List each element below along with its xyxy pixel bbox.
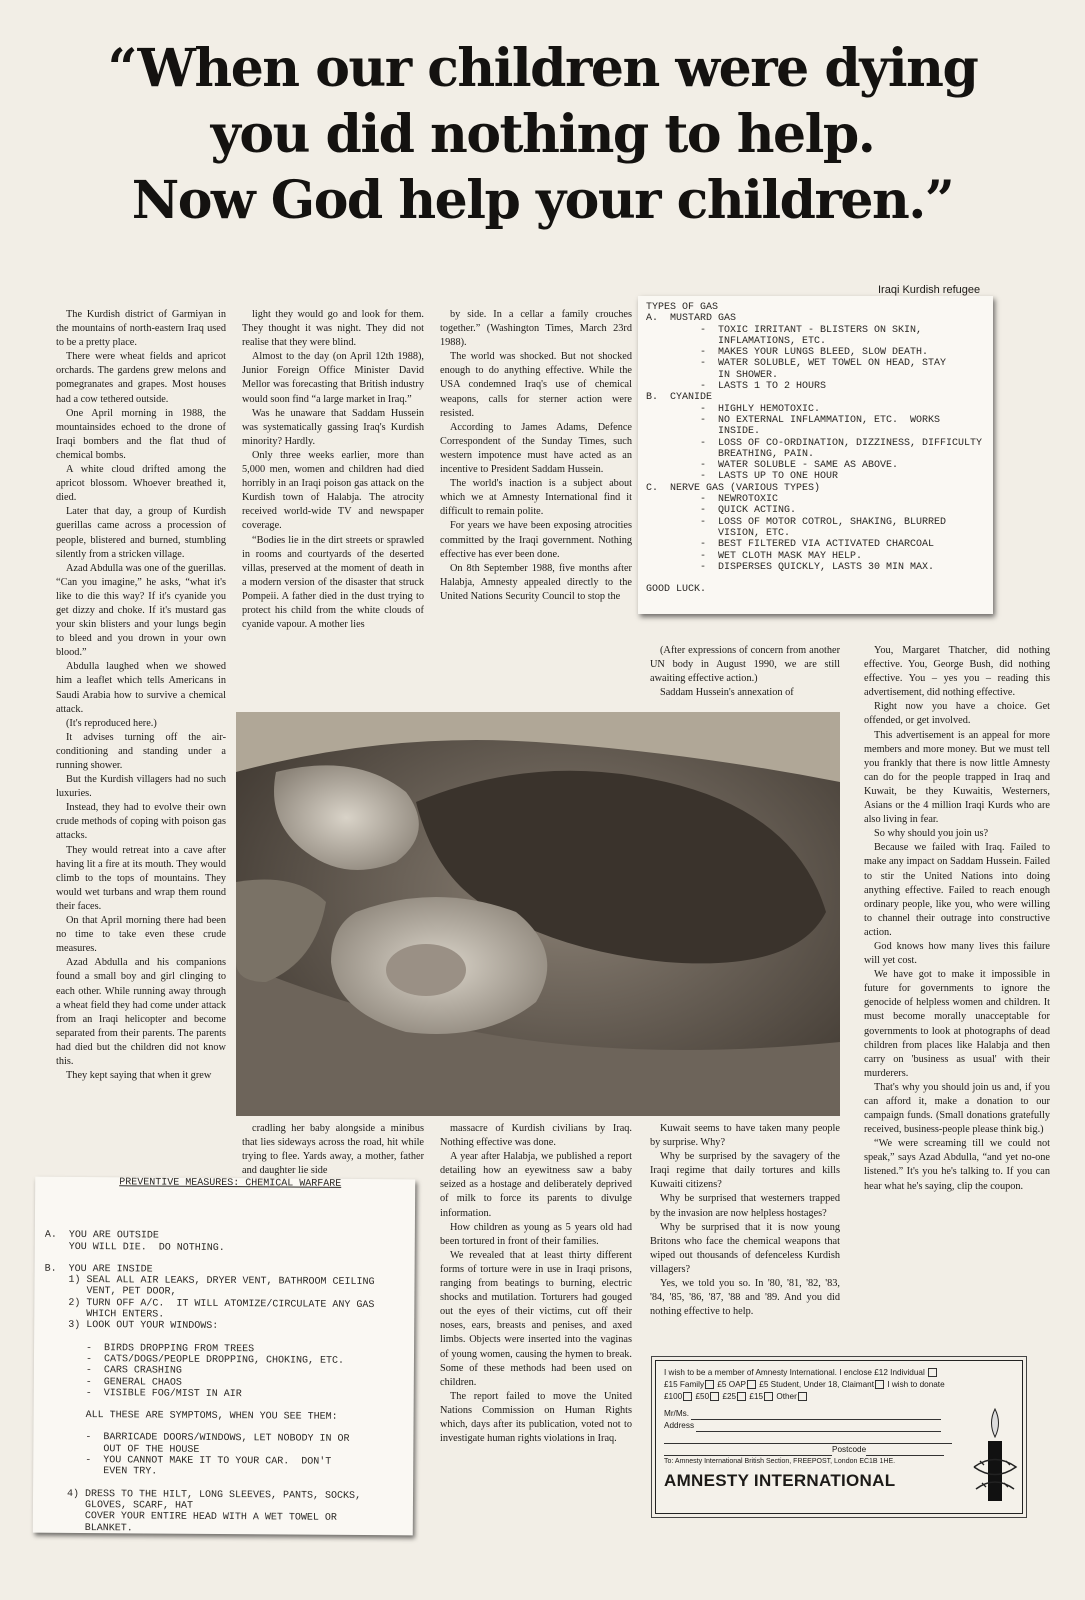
- preventive-measures-title: PREVENTIVE MEASURES: CHEMICAL WARFARE: [119, 1177, 342, 1190]
- paragraph: God knows how many lives this failure will yet cost.: [864, 940, 1050, 967]
- paragraph: “We were screaming till we could not speak,” says Azad Abdulla, “and yet no-one listened.” It's you he's talking to. If you can hear what he's saying, clip the coupon.: [864, 1138, 1050, 1192]
- leaflet-line: YOU WILL DIE. DO NOTHING.: [44, 1241, 225, 1254]
- leaflet-line: WHICH ENTERS.: [44, 1308, 165, 1321]
- paragraph: A white cloud drifted among the apricot blossom. Whoever breathed it, died.: [56, 464, 226, 504]
- paragraph: Right now you have a choice. Get offended, or get involved.: [864, 701, 1050, 727]
- paragraph: They would retreat into a cave after having lit a fire at its mouth. They would climb to the tops of mountains. They would wet turbans and wrap them round their faces.: [56, 844, 226, 912]
- leaflet-line: - NO EXTERNAL INFLAMMATION, ETC. WORKS: [646, 414, 941, 426]
- paragraph: Because we failed with Iraq. Failed to make any impact on Saddam Hussein. Failed to stir the United Nations into doing anything effective. Failed to reach enough ordinary people, like you, who were willing to channel their outrage into constructive action.: [864, 842, 1050, 938]
- paragraph: Later that day, a group of Kurdish guerillas came across a procession of people, blistered and burned, stumbling silently from a stricken village.: [56, 506, 226, 560]
- paragraph: On that April morning there had been no time to take even these crude measures.: [56, 915, 226, 955]
- name-field[interactable]: Mr/Ms.: [664, 1408, 1014, 1420]
- preventive-measures-text: [43, 1230, 405, 1536]
- leaflet-line: 4) DRESS TO THE HILT, LONG SLEEVES, PANTS, SOCKS,: [42, 1488, 362, 1502]
- column-4-bottom: [650, 1122, 840, 1319]
- leaflet-line: - MAKES YOUR LUNGS BLEED, SLOW DEATH.: [646, 347, 929, 359]
- headline-line-2: you did nothing to help.: [210, 104, 875, 165]
- leaflet-line: [646, 573, 985, 584]
- leaflet-line: INSIDE.: [646, 426, 761, 438]
- headline: [20, 36, 1065, 234]
- donate-100-checkbox[interactable]: [683, 1392, 692, 1401]
- leaflet-line: - VISIBLE FOG/MIST IN AIR: [43, 1387, 242, 1400]
- column-5: [864, 644, 1050, 1194]
- leaflet-line: B. YOU ARE INSIDE: [44, 1263, 153, 1276]
- oap-checkbox[interactable]: [747, 1380, 756, 1389]
- paragraph: We revealed that at least thirty different forms of torture were in use in Iraqi prisons, ranging from beatings to burning, electric shocks and mutilation. Torturers had gouged out the eyes of their victims, cut off their noses, ears, breasts and penises, and axed limbs. Objects were inserted into the vaginas of young women, causing the hymen to break. Some of these methods had been used on children.: [440, 1249, 632, 1388]
- coupon-line-2: £15 Family £5 OAP £5 Student, Under 18, Claimant I wish to donate: [664, 1380, 945, 1389]
- paragraph: The world's inaction is a subject about which we at Amnesty International find it difficult to remain polite.: [440, 478, 632, 518]
- membership-coupon[interactable]: [655, 1360, 1023, 1514]
- victims-photograph: [236, 712, 840, 1116]
- leaflet-line: A. YOU ARE OUTSIDE: [44, 1230, 159, 1242]
- leaflet-line: - BEST FILTERED VIA ACTIVATED CHARCOAL: [646, 539, 935, 551]
- leaflet-line: - WATER SOLUBLE, WET TOWEL ON HEAD, STAY: [646, 358, 947, 370]
- leaflet-line: - DISPERSES QUICKLY, LASTS 30 MIN MAX.: [646, 561, 935, 573]
- amnesty-logo: AMNESTY INTERNATIONAL: [664, 1471, 896, 1490]
- photo-image: [236, 712, 840, 1116]
- leaflet-line: 2) TURN OFF A/C. IT WILL ATOMIZE/CIRCULATE ANY GAS: [44, 1297, 375, 1311]
- donate-other-checkbox[interactable]: [798, 1392, 807, 1401]
- paragraph: Only three weeks earlier, more than 5,000 men, women and children had died horribly in an Iraqi poison gas attack on the Kurdish town of Halabja. The atrocity received world-wide TV and newspaper coverage.: [242, 449, 424, 532]
- paragraph: Abdulla laughed when we showed him a leaflet which tells Americans in Saudi Arabia how to survive a chemical attack.: [56, 661, 226, 715]
- donate-50-checkbox[interactable]: [710, 1392, 719, 1401]
- leaflet-line: - BARRICADE DOORS/WINDOWS, LET NOBODY IN OR: [43, 1432, 350, 1446]
- leaflet-line: VENT, PET DOOR,: [44, 1286, 177, 1299]
- leaflet-line: - LOSS OF MOTOR COTROL, SHAKING, BLURRED: [646, 516, 947, 528]
- paragraph: It advises turning off the air-conditioning and standing under a running shower.: [56, 731, 226, 771]
- paragraph: That's why you should join us and, if you can afford it, make a donation to our campaign funds. (Small donations gratefully received, business-people please think big.): [864, 1081, 1050, 1136]
- paragraph: We have got to make it impossible in future for governments to ignore the genocide of helpless women and children. It must become morally unacceptable for governments to look at photographs of dead children from places like Halabja and then carry on 'business as usual' with their murderers.: [864, 969, 1050, 1079]
- leaflet-line: - CATS/DOGS/PEOPLE DROPPING, CHOKING, ETC.: [43, 1353, 345, 1367]
- paragraph: The world was shocked. But not shocked enough to do anything effective. While the USA condemned Iraq's use of chemical weapons, calls for sterner action were resisted.: [440, 351, 632, 419]
- leaflet-line: - LASTS UP TO ONE HOUR: [646, 471, 839, 483]
- paragraph: The report failed to move the United Nations Commission on Human Rights which, days after its publication, voted not to investigate human rights violations in Iraq.: [440, 1390, 632, 1445]
- leaflet-line: - LOSS OF CO-ORDINATION, DIZZINESS, DIFFICULTY: [646, 437, 983, 449]
- coupon-line-1: I wish to be a member of Amnesty International. I enclose £12 Individual: [664, 1367, 1014, 1379]
- coupon-line-3: £100 £50 £25 £15 Other: [664, 1391, 1014, 1403]
- leaflet-line: B. CYANIDE: [646, 392, 713, 404]
- leaflet-line: 1) SEAL ALL AIR LEAKS, DRYER VENT, BATHROOM CEILING: [44, 1274, 375, 1289]
- paragraph: “Bodies lie in the dirt streets or sprawled in rooms and courtyards of the deserted villas, preserved at the moment of death in a modern version of the disaster that struck Pompeii. A father died in the dust trying to protect his child from the white clouds of cyanide vapour. A mother lies: [242, 534, 424, 631]
- paragraph: For years we have been exposing atrocities committed by the Iraqi government. Nothing effective has ever been done.: [440, 520, 632, 560]
- paragraph: So why should you join us?: [874, 828, 989, 840]
- paragraph: But the Kurdish villagers had no such luxuries.: [56, 774, 226, 800]
- leaflet-line: - GENERAL CHAOS: [43, 1376, 182, 1389]
- gas-types-text: [646, 302, 985, 595]
- leaflet-line: - LASTS 1 TO 2 HOURS: [646, 381, 827, 393]
- leaflet-line: INFLAMATIONS, ETC.: [646, 335, 827, 347]
- leaflet-line: 3) LOOK OUT YOUR WINDOWS:: [44, 1320, 219, 1333]
- gas-types-leaflet: [638, 296, 993, 614]
- paragraph: (After expressions of concern from another UN body in August 1990, we are still awaiting effective action.): [650, 645, 840, 685]
- leaflet-line: BREATHING, PAIN.: [646, 448, 815, 460]
- leaflet-line: VISION, ETC.: [646, 527, 791, 539]
- paragraph: (It's reproduced here.): [66, 717, 157, 729]
- column-4-top: [650, 644, 840, 700]
- paragraph: On 8th September 1988, five months after Halabja, Amnesty appealed directly to the United Nations Security Council to stop the: [440, 562, 632, 602]
- paragraph: There were wheat fields and apricot orchards. The gardens grew melons and pomegranates and grapes. Most houses had a cow tethered outside.: [56, 351, 226, 405]
- individual-checkbox[interactable]: [928, 1368, 937, 1377]
- column-3-top: [440, 308, 632, 604]
- paragraph: The Kurdish district of Garmiyan in the mountains of north-eastern Iraq used to be a pretty place.: [56, 309, 226, 349]
- paragraph: According to James Adams, Defence Correspondent of the Sunday Times, such western impotence must have acted as an incentive to President Saddam Hussein.: [440, 421, 632, 476]
- leaflet-line: - BIRDS DROPPING FROM TREES: [44, 1342, 255, 1355]
- headline-line-1: “When our children were dying: [107, 38, 978, 99]
- leaflet-line: - TOXIC IRRITANT - BLISTERS ON SKIN,: [646, 324, 923, 336]
- paragraph: One April morning in 1988, the mountainsides echoed to the drone of Iraqi bombers and the flat thud of chemical bombs.: [56, 407, 226, 461]
- paragraph: Almost to the day (on April 12th 1988), Junior Foreign Office Minister David Mellor was forecasting that British industry would soon find “a large market in Iraq.”: [242, 351, 424, 405]
- leaflet-line: C. NERVE GAS (VARIOUS TYPES): [646, 482, 821, 494]
- headline-attribution: Iraqi Kurdish refugee: [878, 284, 981, 296]
- paragraph: You, Margaret Thatcher, did nothing effective. You, George Bush, did nothing effective. You – yes you – reading this advertisement, did nothing effective.: [864, 645, 1050, 699]
- leaflet-line: ALL THESE ARE SYMPTOMS, WHEN YOU SEE THEM:: [43, 1409, 338, 1423]
- donate-25-checkbox[interactable]: [737, 1392, 746, 1401]
- paragraph: How children as young as 5 years old had been tortured in front of their families.: [440, 1221, 632, 1247]
- paragraph: A year after Halabja, we published a report detailing how an eyewitness saw a baby seized as a hostage and deliberately deprived of milk to force its parents to divulge information.: [440, 1151, 632, 1219]
- paragraph: This advertisement is an appeal for more members and more money. But we must tell you frankly that there is now little Amnesty can do for the people trapped in Iraq and Kuwait, be they Kuwaitis, Westerners, Asians or the 4 million Iraqi Kurds who are also living in fear.: [864, 729, 1050, 826]
- column-3-bottom: [440, 1122, 632, 1446]
- address-field[interactable]: Address: [664, 1420, 1014, 1432]
- paragraph: by side. In a cellar a family crouches together.” (Washington Times, March 23rd 1988).: [440, 309, 632, 349]
- paragraph: Instead, they had to evolve their own crude methods of coping with poison gas attacks.: [56, 802, 226, 842]
- student-checkbox[interactable]: [875, 1380, 884, 1389]
- column-2-bottom: [242, 1122, 424, 1178]
- leaflet-line: - WATER SOLUBLE - SAME AS ABOVE.: [646, 460, 899, 472]
- donate-15-checkbox[interactable]: [764, 1392, 773, 1401]
- leaflet-line: - YOU CANNOT MAKE IT TO YOUR CAR. DON'T: [43, 1454, 332, 1468]
- paragraph: Kuwait seems to have taken many people by surprise. Why?: [650, 1123, 840, 1149]
- paragraph: Saddam Hussein's annexation of: [660, 687, 794, 699]
- paragraph: Was he unaware that Saddam Hussein was systematically gassing Iraq's Kurdish minority? Hardly.: [242, 407, 424, 447]
- leaflet-line: COVER YOUR ENTIRE HEAD WITH A WET TOWEL OR: [42, 1510, 337, 1525]
- paragraph: light they would go and look for them. They thought it was night. They did not realise that they were blind.: [242, 309, 424, 349]
- leaflet-line: IN SHOWER.: [646, 369, 779, 381]
- leaflet-line: - CARS CRASHING: [43, 1365, 182, 1377]
- candle-barbed-wire-icon: [972, 1397, 1018, 1507]
- leaflet-line: GOOD LUCK.: [646, 584, 707, 596]
- paragraph: They kept saying that when it grew: [66, 1070, 212, 1082]
- leaflet-line: A. MUSTARD GAS: [646, 313, 737, 325]
- leaflet-line: - WET CLOTH MASK MAY HELP.: [646, 550, 863, 562]
- column-1: [56, 308, 226, 1083]
- postcode-field[interactable]: Postcode: [664, 1444, 1014, 1456]
- leaflet-line: GLOVES, SCARF, HAT: [42, 1499, 194, 1512]
- paragraph: massacre of Kurdish civilians by Iraq. Nothing effective was done.: [440, 1123, 632, 1149]
- paragraph: cradling her baby alongside a minibus that lies sideways across the road, hit while trying to flee. Yards away, a mother, father and daughter lie side: [242, 1123, 424, 1177]
- family-checkbox[interactable]: [705, 1380, 714, 1389]
- paragraph: Yes, we told you so. In '80, '81, '82, '83, '84, '85, '86, '87, '88 and '89. And you did nothing effective to help.: [650, 1278, 840, 1318]
- headline-line-3: Now God help your children.”: [131, 170, 954, 231]
- paragraph: Why be surprised that westerners trapped by the invasion are now helpless hostages?: [650, 1193, 840, 1219]
- leaflet-line: - QUICK ACTING.: [646, 505, 797, 517]
- preventive-measures-leaflet: [33, 1177, 415, 1536]
- paragraph: Azad Abdulla was one of the guerillas. “Can you imagine,” he asks, “what it's like to die this way? If it's cyanide you get dizzy and choke. If it's mustard gas your skin blisters and your lungs begin to bleed and you drown in your own blood.”: [56, 562, 226, 659]
- freepost-address: To: Amnesty International British Section, FREEPOST, London EC1B 1HE.: [664, 1458, 896, 1465]
- leaflet-line: BLANKET.: [42, 1522, 133, 1534]
- paragraph: Why be surprised by the savagery of the Iraqi regime that daily tortures and kills Kuwaiti citizens?: [650, 1151, 840, 1191]
- leaflet-line: - HIGHLY HEMOTOXIC.: [646, 403, 821, 415]
- column-2-top: [242, 308, 424, 632]
- paragraph: Why be surprised that it is now young Britons who face the chemical weapons that wiped out thousands of defenceless Kurdish villagers?: [650, 1221, 840, 1275]
- paragraph: Azad Abdulla and his companions found a small boy and girl clinging to each other. While running away through a wheat field they had come under attack from an Iraqi helicopter and become separated from their parents. The parents had died but the children did not know this.: [56, 957, 226, 1067]
- leaflet-line: TYPES OF GAS: [646, 302, 719, 313]
- leaflet-line: OUT OF THE HOUSE: [43, 1443, 200, 1456]
- leaflet-line: - NEWROTOXIC: [646, 494, 779, 506]
- leaflet-line: EVEN TRY.: [43, 1466, 158, 1478]
